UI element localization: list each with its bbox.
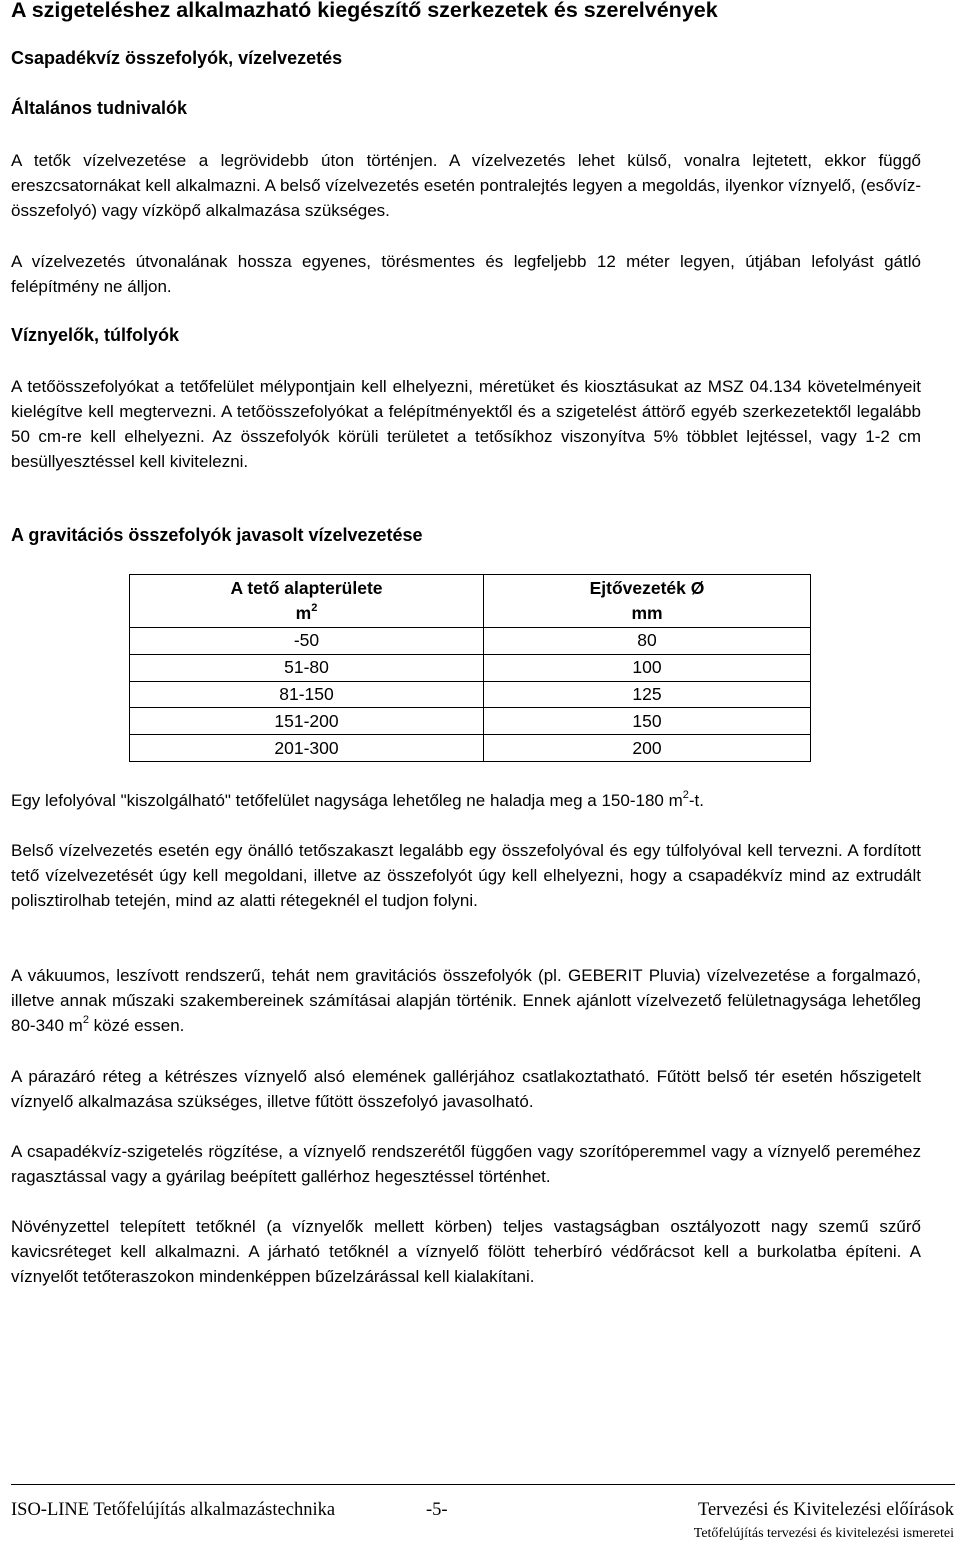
page-title: A szigeteléshez alkalmazható kiegészítő szerkezetek és szerelvények — [11, 0, 718, 22]
table-cell-diameter: 125 — [484, 681, 811, 708]
header-pipe-diameter-unit: mm — [631, 603, 663, 623]
table-cell-diameter: 80 — [484, 628, 811, 655]
section-heading-gravity-drainage: A gravitációs összefolyók javasolt vízelvezetése — [11, 525, 423, 545]
table-cell-diameter: 150 — [484, 708, 811, 735]
header-roof-area-unit-sup: 2 — [311, 602, 318, 615]
vacuum-drains-sup: 2 — [82, 1014, 89, 1027]
footer-page-number: -5- — [426, 1500, 448, 1520]
paragraph-general-drainage: A tetők vízelvezetése a legrövidebb úton történjen. A vízelvezetés lehet külső, vonalra lejtetett, ekkor függő ereszcsatornákat kell alkalmazni. A belső vízelvezetés esetén pontralejtés legyen a megoldás, ilyenkor víznyelő, (esővíz-összefolyó) vagy vízköpő alkalmazása szükséges. — [11, 151, 921, 220]
table-cell-diameter: 100 — [484, 654, 811, 681]
footer-right-subtitle: Tetőfelújítás tervezési és kivitelezési ismeretei — [693, 1526, 954, 1541]
header-roof-area-unit: m — [295, 603, 312, 623]
table-row — [130, 708, 811, 735]
table-row — [130, 735, 811, 762]
paragraph-internal-drainage: Belső vízelvezetés esetén egy önálló tetőszakaszt legalább egy összefolyóval és egy túlfolyóval kell tervezni. A fordított tető vízelvezetését úgy kell megoldani, illetve az összefolyót úgy kell elhelyezni, hogy a csapadékvíz mind az extrudált polisztirolhab tetején, mind az alatti rétegeknél el tudjon folyni. — [11, 841, 921, 910]
paragraph-drainage-route: A vízelvezetés útvonalának hossza egyenes, törésmentes és legfeljebb 12 méter legyen, útjában lefolyást gátló felépítmény ne álljon. — [11, 252, 921, 296]
paragraph-vacuum-drains — [11, 963, 921, 1038]
paragraph-green-roof: Növényzettel telepített tetőknél (a víznyelők mellett körben) teljes vastagságban osztályozott nagy szemű szűrő kavicsréteget kell alkalmazni. A járható tetőknél a víznyelő fölött teherbíró védőrácsot kell a burkolatba építeni. A víznyelőt tetőteraszokon mindenképpen bűzelzárással kell kialakítani. — [11, 1217, 921, 1286]
paragraph-vapour-barrier: A párazáró réteg a kétrészes víznyelő alsó elemének gallérjához csatlakoztatható. Fűtött belső tér esetén hőszigetelt víznyelő alkalmazása szükséges, illetve fűtött összefolyó javasolható. — [11, 1067, 921, 1111]
section-heading-rainwater: Csapadékvíz összefolyók, vízelvezetés — [11, 48, 343, 68]
header-roof-area-label: A tető alapterülete — [230, 578, 383, 598]
paragraph-drain-placement: A tetőösszefolyókat a tetőfelület mélypontjain kell elhelyezni, méretüket és kiosztásukat az MSZ 04.134 követelményeit kielégítve kell megtervezni. A tetőösszefolyókat a felépítményektől és a szigetelést áttörő egyéb szerkezetektől legalább 50 cm-re kell elhelyezni. Az összefolyók körüli területet a tetősíkhoz viszonyítva 5% többlet lejtéssel, vagy 1-2 cm besüllyesztéssel kell kivitelezni. — [11, 377, 921, 471]
table-row — [130, 654, 811, 681]
table-cell-area: 81-150 — [130, 681, 484, 708]
header-pipe-diameter-label: Ejtővezeték Ø — [589, 578, 705, 598]
vacuum-drains-suffix: közé essen. — [88, 1016, 185, 1035]
table-cell-area: -50 — [130, 628, 484, 655]
table-cell-area: 151-200 — [130, 708, 484, 735]
section-heading-general: Általános tudnivalók — [11, 98, 188, 118]
single-drain-area-text: Egy lefolyóval "kiszolgálható" tetőfelület nagysága lehetőleg ne haladja meg a 150-180 m — [11, 791, 683, 810]
drainage-size-table — [129, 574, 811, 762]
paragraph-single-drain-area — [11, 788, 921, 813]
table-cell-diameter: 200 — [484, 735, 811, 762]
paragraph-waterproofing-fixing: A csapadékvíz-szigetelés rögzítése, a víznyelő rendszerétől függően vagy szorítóperemmel vagy a víznyelő pereméhez ragasztással vagy a gyárilag beépített gallérhoz hegesztéssel történhet. — [11, 1142, 921, 1186]
section-heading-drains: Víznyelők, túlfolyók — [11, 325, 180, 345]
single-drain-area-sup: 2 — [682, 789, 689, 802]
table-cell-area: 201-300 — [130, 735, 484, 762]
footer-divider — [11, 1484, 955, 1485]
table-header-roof-area — [130, 575, 484, 628]
footer-right: Tervezési és Kivitelezési előírások — [697, 1500, 954, 1520]
table-header-row — [130, 575, 811, 628]
table-row — [130, 681, 811, 708]
table-header-pipe-diameter — [484, 575, 811, 628]
footer-left: ISO-LINE Tetőfelújítás alkalmazástechnika — [11, 1500, 336, 1520]
table-cell-area: 51-80 — [130, 654, 484, 681]
single-drain-area-suffix: -t. — [688, 791, 704, 810]
table-row — [130, 628, 811, 655]
vacuum-drains-text: A vákuumos, leszívott rendszerű, tehát nem gravitációs összefolyók (pl. GEBERIT Pluvia) vízelvezetése a forgalmazó, illetve annak műszaki szakembereinek számításai alapján történik. Ennek ajánlott vízelvezető felületnagysága lehetőleg 80-340 m — [11, 966, 921, 1035]
